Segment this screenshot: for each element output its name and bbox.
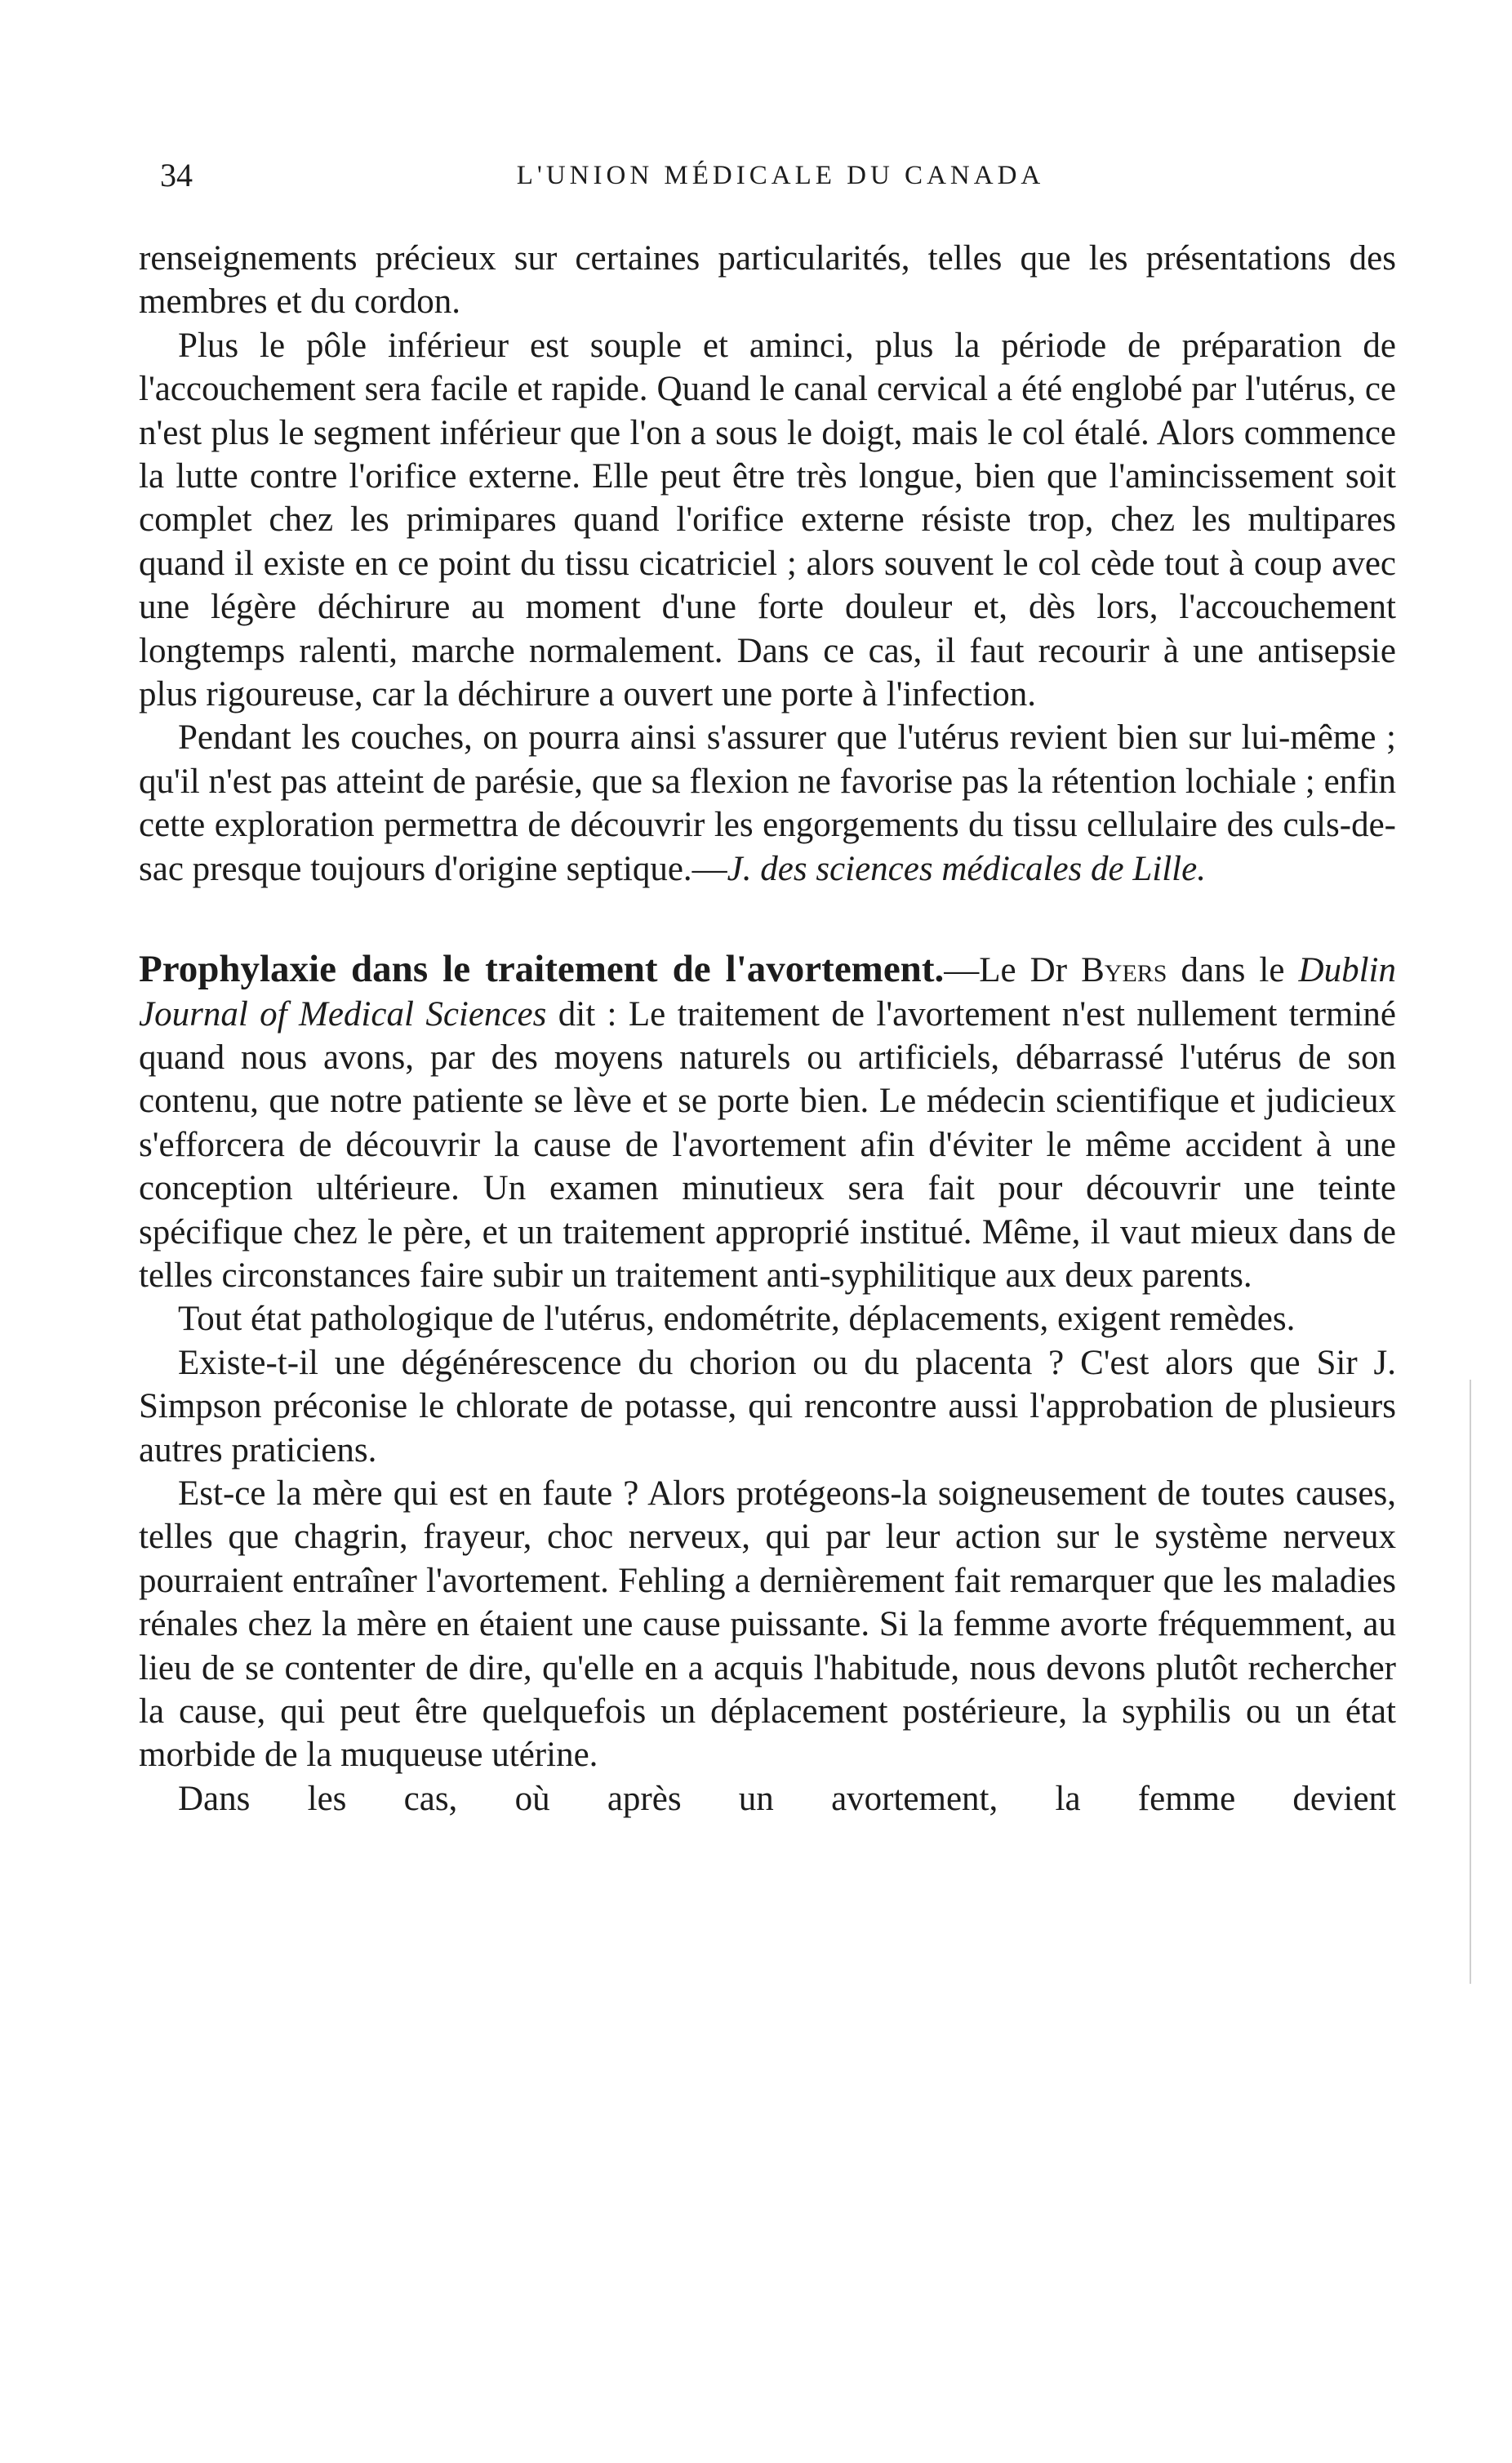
paragraph-chorion: Existe-t-il une dégénérescence du chorion ou du placenta ? C'est alors que Sir J. Simpson préconise le chlorate de potasse, qui rencontre aussi l'approbation de plusieurs autres praticiens. [139,1343,1396,1469]
section-spacer [139,891,1396,948]
page-number: 34 [160,157,193,193]
page-header [160,155,1401,196]
paragraph-etat-pathologique: Tout état pathologique de l'utérus, endométrite, déplacements, exigent remèdes. [178,1300,1296,1339]
running-head: L'UNION MÉDICALE DU CANADA [516,161,1045,190]
journal-title: Dublin Journal of Medical Sciences [139,951,1396,1034]
paragraph-continued: renseignements précieux sur certaines particularités, telles que les présentations des membres et du cordon. [139,239,1396,322]
paragraph-prophylaxie-text: dit : Le traitement de l'avortement n'est nullement terminé quand nous avons, par des moyens naturels ou artificiels, débarrassé l'utérus de son contenu, que notre patiente se lève et se porte bien. Le médecin scientifique et judicieux s'efforcera de découvrir la cause de l'avortement afin d'éviter le même accident à une conception ultérieure. Un examen minutieux sera fait pour découvrir une teinte spécifique chez le père, et un traitement approprié institué. Même, il vaut mieux dans de telles circonstances faire subir un traitement anti-syphilitique aux deux parents. [139,994,1396,1295]
section-heading: Prophylaxie dans le traitement de l'avortement. [139,948,945,991]
author-name: Byers [1081,951,1167,990]
paragraph-couches [139,716,1396,891]
margin-rule [1470,1380,1471,1984]
paragraph-mere: Est-ce la mère qui est en faute ? Alors protégeons-la soigneusement de toutes causes, telles que chagrin, frayeur, choc nerveux, qui par leur action sur le système nerveux pourraient entraîner l'avortement. Fehling a dernièrement fait remarquer que les maladies rénales chez la mère en étaient une cause puissante. Si la femme avorte fréquemment, au lieu de se contenter de dire, qu'elle en a acquis l'habitude, nous devons plutôt rechercher la cause, qui peut être quelquefois un déplacement postérieure, la syphilis ou un état morbide de la muqueuse utérine. [139,1474,1396,1775]
paragraph-pole-inferieur: Plus le pôle inférieur est souple et aminci, plus la période de préparation de l'accouchement sera facile et rapide. Quand le canal cervical a été englobé par l'utérus, ce n'est plus le segment inférieur que l'on a sous le doigt, mais le col étalé. Alors commence la lutte contre l'orifice externe. Elle peut être très longue, bien que l'amincissement soit complet chez les primipares quand l'orifice externe résiste trop, chez les multipares quand il existe en ce point du tissu cicatriciel ; alors souvent le col cède tout à coup avec une légère déchirure au moment d'une forte douleur et, dès lors, l'accouchement longtemps ralenti, marche normalement. Dans ce cas, il faut recourir à une antisepsie plus rigoureuse, car la déchirure a ouvert une porte à l'infection. [139,326,1396,714]
source-citation: J. des sciences médicales de Lille. [727,849,1206,888]
heading-dash: —Le Dr [944,951,1082,990]
article-body [139,237,1396,1821]
paragraph-couches-text: Pendant les couches, on pourra ainsi s'assurer que l'utérus revient bien sur lui-même ; qu'il n'est pas atteint de parésie, que sa flexion ne favorise pas la rétention lochiale ; enfin cette exploration permettra de découvrir les engorgements du tissu cellulaire des culs-de-sac presque toujours d'origine septique.— [139,718,1396,888]
paragraph-prophylaxie [139,948,1396,1297]
text-dans-le: dans le [1167,951,1299,990]
paragraph-final: Dans les cas, où après un avortement, la femme devient [178,1779,1396,1818]
